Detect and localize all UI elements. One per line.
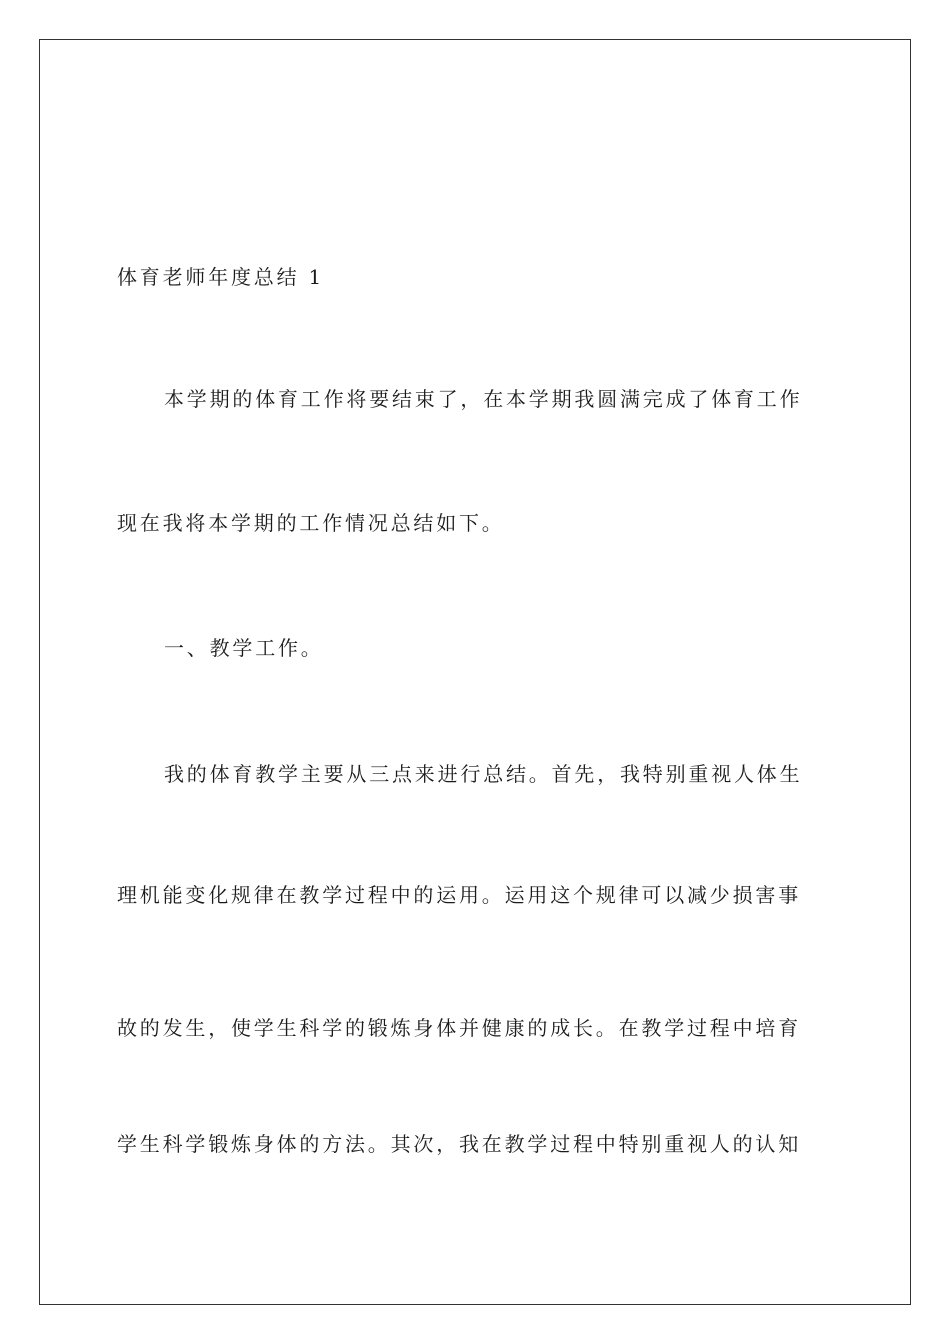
section-heading: 一、教学工作。 xyxy=(164,636,324,660)
document-title: 体育老师年度总结 1 xyxy=(117,265,325,289)
paragraph-line: 我的体育教学主要从三点来进行总结。首先，我特别重视人体生 xyxy=(164,762,803,786)
paragraph-line: 现在我将本学期的工作情况总结如下。 xyxy=(117,511,505,535)
paragraph-line: 本学期的体育工作将要结束了，在本学期我圆满完成了体育工作 xyxy=(164,387,803,411)
paragraph-line: 理机能变化规律在教学过程中的运用。运用这个规律可以减少损害事 xyxy=(117,883,801,907)
page-border xyxy=(39,39,911,1305)
paragraph-line: 故的发生，使学生科学的锻炼身体并健康的成长。在教学过程中培育 xyxy=(117,1016,801,1040)
paragraph-line: 学生科学锻炼身体的方法。其次，我在教学过程中特别重视人的认知 xyxy=(117,1132,801,1156)
